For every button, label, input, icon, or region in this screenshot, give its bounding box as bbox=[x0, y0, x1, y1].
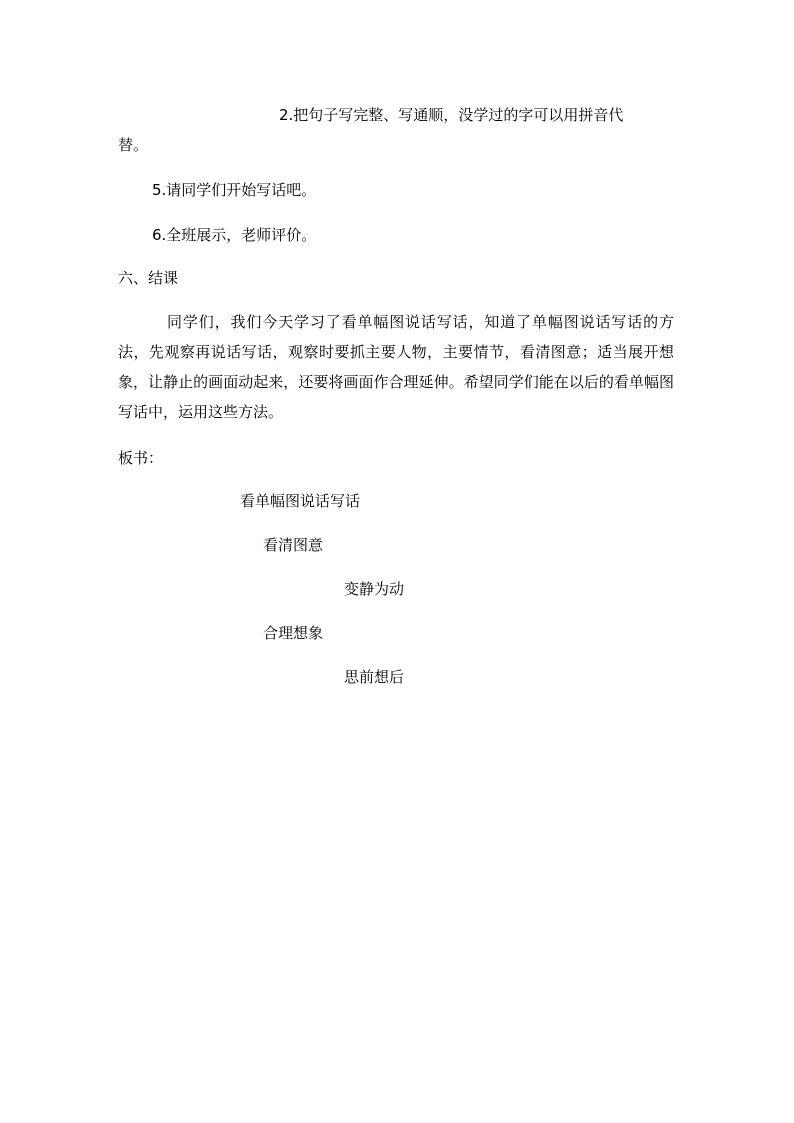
step-2-line-2: 替。 bbox=[118, 136, 149, 154]
section-heading-conclusion: 六、结课 bbox=[118, 269, 179, 287]
board-point-1: 看清图意 bbox=[263, 536, 324, 554]
summary-paragraph: 同学们，我们今天学习了看单幅图说话写话，知道了单幅图说话写话的方法，先观察再说话写话，观察时要抓主要人物，主要情节，看清图意；适当展开想象，让静止的画面动起来，还要将画面作合理延伸。希望同学们能在以后的看单幅图写话中，运用这些方法。 bbox=[118, 313, 674, 421]
board-label: 板书： bbox=[118, 449, 164, 467]
step-5: 5.请同学们开始写话吧。 bbox=[152, 181, 317, 199]
board-point-2: 合理想象 bbox=[263, 624, 324, 642]
step-6: 6.全班展示，老师评价。 bbox=[152, 226, 317, 244]
board-title: 看单幅图说话写话 bbox=[240, 492, 361, 510]
step-2-line-1: 2.把句子写完整、写通顺，没学过的字可以用拼音代 bbox=[279, 106, 624, 124]
board-sub-point-2: 思前想后 bbox=[344, 668, 405, 686]
board-sub-point-1: 变静为动 bbox=[344, 580, 405, 598]
